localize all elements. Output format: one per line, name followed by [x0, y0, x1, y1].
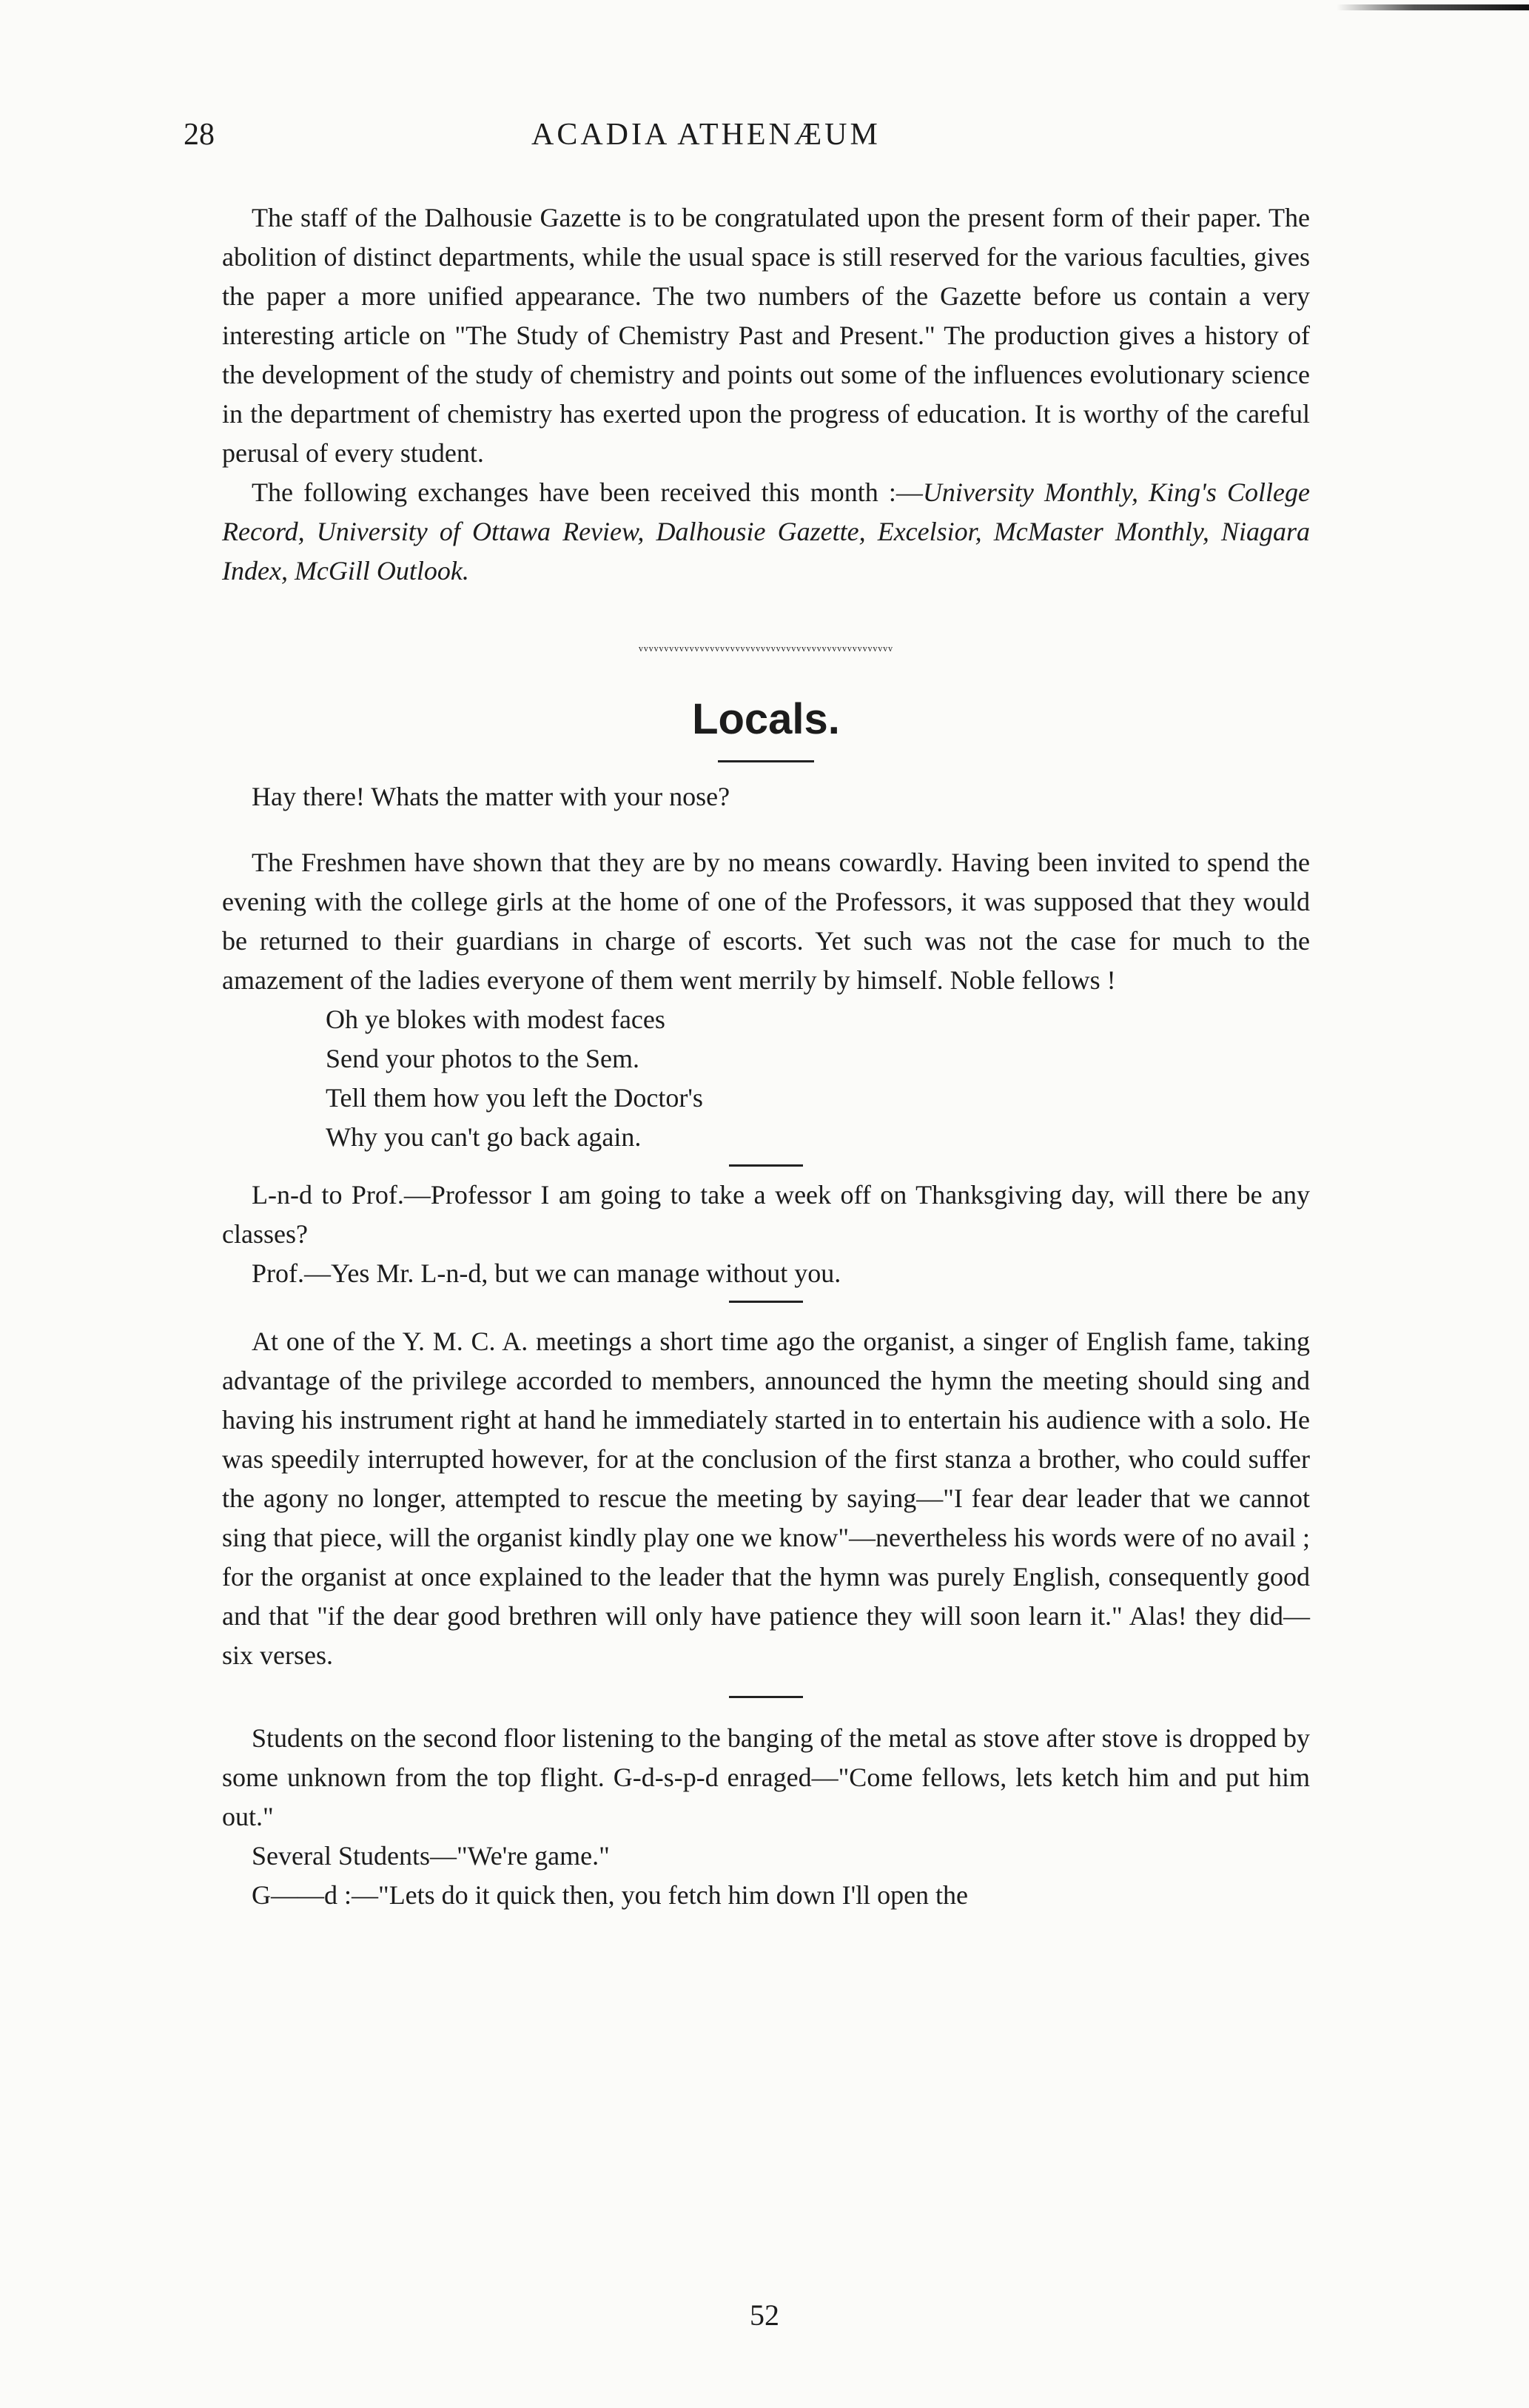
item-gap — [222, 816, 1310, 843]
exchange-list-titles: University Monthly, King's College Record, University of Ottawa Review, Dalhousie Gazette, Excelsior, McMaster Monthly, Niagara Index, McGill Outlook. — [222, 477, 1310, 586]
running-title: ACADIA ATHENÆUM — [531, 118, 881, 152]
top-edge-rule — [1337, 4, 1529, 10]
local-item: Students on the second floor listening to the banging of the metal as stove after stove is dropped by some unknown from the top flight. G-d-s-p-d enraged—"Come fellows, lets ketch him and put him out." — [222, 1723, 1310, 1831]
local-item: Prof.—Yes Mr. L-n-d, but we can manage without you. — [252, 1258, 841, 1288]
local-item: G——d :—"Lets do it quick then, you fetch him down I'll open the — [252, 1880, 969, 1910]
page-header — [184, 117, 1316, 161]
local-item: Hay there! Whats the matter with your nose? — [252, 782, 730, 811]
verse-line: Oh ye blokes with modest faces — [326, 1005, 665, 1034]
item-gap — [222, 1312, 1310, 1322]
exchange-paragraph: The staff of the Dalhousie Gazette is to be congratulated upon the present form of their paper. The abolition of distinct departments, while the usual space is still reserved for the various faculties, gives the paper a more unified appearance. The two numbers of the Gazette before us contain a very interesting article on "The Study of Chemistry Past and Present." The production gives a history of the development of the study of chemistry and points out some of the influences evolutionary science in the department of chemistry has exerted upon the progress of education. It is worthy of the careful perusal of every student. — [222, 203, 1310, 468]
page-number: 28 — [184, 118, 215, 152]
folio-number: 52 — [750, 2298, 779, 2332]
verse-line: Why you can't go back again. — [326, 1122, 642, 1152]
verse-line: Send your photos to the Sem. — [326, 1044, 639, 1073]
local-item: L-n-d to Prof.—Professor I am going to take a week off on Thanksgiving day, will there be any classes? — [222, 1180, 1310, 1249]
ornamental-divider: ᵥᵥᵥᵥᵥᵥᵥᵥᵥᵥᵥᵥᵥᵥᵥᵥᵥᵥᵥᵥᵥᵥᵥᵥᵥᵥᵥᵥᵥᵥᵥᵥᵥᵥᵥᵥᵥᵥᵥᵥᵥᵥᵥᵥᵥᵥᵥᵥᵥᵥ — [639, 637, 893, 654]
item-rule — [729, 1301, 803, 1303]
section-rule — [718, 760, 814, 762]
item-rule — [729, 1696, 803, 1698]
local-item: At one of the Y. M. C. A. meetings a short time ago the organist, a singer of English fame, taking advantage of the privilege accorded to members, announced the hymn the meeting should sing and having his instrument right at hand he immediately started in to entertain his audience with a solo. He was speedily interrupted however, for at the conclusion of the first stanza a brother, who could suffer the agony no longer, attempted to rescue the meeting by saying—"I fear dear leader that we cannot sing that piece, will the organist kindly play one we know"—nevertheless his words were of no avail ; for the organist at once explained to the leader that the hymn was purely English, consequently good and that "if the dear good brethren will only have patience they will soon learn it." Alas! they did—six verses. — [222, 1327, 1310, 1670]
verse-line: Tell them how you left the Doctor's — [326, 1083, 703, 1113]
exchange-list-lead: The following exchanges have been received this month :— — [252, 477, 923, 507]
local-item: Several Students—"We're game." — [252, 1841, 610, 1871]
item-rule — [729, 1164, 803, 1167]
local-item: The Freshmen have shown that they are by no means cowardly. Having been invited to spend the evening with the college girls at the home of one of the Professors, it was supposed that they would be returned to their guardians in charge of escorts. Yet such was not the case for much to the amazement of the ladies everyone of them went merrily by himself. Noble fellows ! — [222, 848, 1310, 995]
section-title: Locals. — [692, 695, 840, 743]
page-content — [222, 198, 1310, 1915]
verse-block — [326, 1000, 1310, 1157]
exchange-list-paragraph — [222, 473, 1310, 591]
